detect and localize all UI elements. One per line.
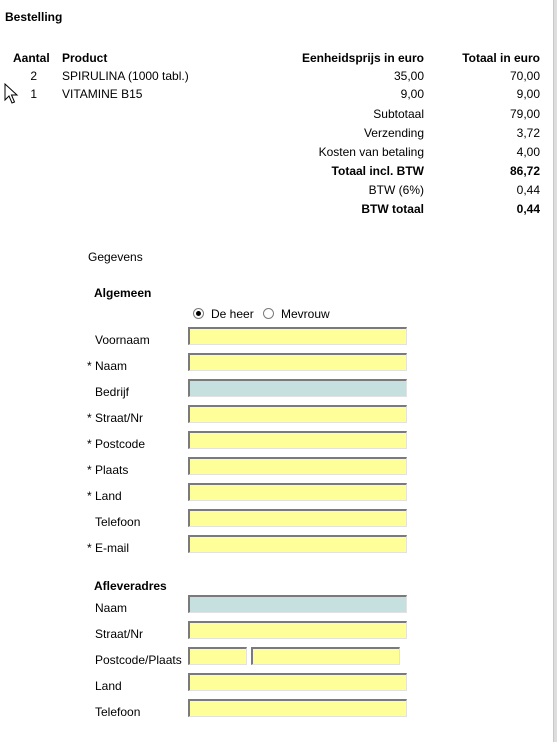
summary-label: Subtotaal (373, 107, 424, 121)
required-marker: * (87, 411, 92, 425)
field-label: Land (95, 489, 122, 503)
header-product: Product (62, 51, 108, 65)
delivery-telefoon-input[interactable] (188, 699, 407, 717)
frame-scrollbar-edge (553, 0, 557, 742)
field-label: Telefoon (95, 515, 141, 529)
form-title: Gegevens (88, 250, 143, 264)
delivery-field-label: Telefoon (95, 705, 141, 719)
required-marker: * (87, 463, 92, 477)
required-marker: * (87, 359, 92, 373)
delivery-postcode-input[interactable] (188, 647, 247, 665)
field-label: Postcode (95, 437, 146, 451)
summary-value: 79,00 (509, 107, 540, 121)
radio-de-heer-label: De heer (211, 307, 254, 321)
field-label: Bedrijf (95, 385, 130, 399)
required-marker: * (87, 541, 92, 555)
summary-value: 4,00 (516, 145, 540, 159)
delivery-field-label: Postcode/Plaats (95, 653, 182, 667)
row-qty: 2 (30, 69, 37, 83)
general-heading: Algemeen (94, 286, 152, 300)
row-qty: 1 (30, 87, 37, 101)
summary-value: 0,44 (516, 183, 540, 197)
row-product: SPIRULINA (1000 tabl.) (62, 69, 189, 83)
field-label: E-mail (95, 541, 130, 555)
header-unit-price: Eenheidsprijs in euro (301, 51, 424, 65)
field-e-mail-input[interactable] (188, 535, 407, 553)
field-label: Plaats (95, 463, 129, 477)
field-postcode-input[interactable] (188, 431, 407, 449)
summary-value: 3,72 (516, 126, 540, 140)
header-total: Totaal in euro (462, 51, 540, 65)
row-total: 9,00 (516, 87, 540, 101)
row-product: VITAMINE B15 (62, 87, 143, 101)
page-title: Bestelling (5, 10, 63, 24)
summary-value: 86,72 (509, 164, 540, 178)
summary-value: 0,44 (516, 202, 540, 216)
delivery-field-label: Land (95, 679, 122, 693)
required-marker: * (87, 437, 92, 451)
field-telefoon-input[interactable] (188, 509, 407, 527)
radio-de-heer[interactable] (193, 308, 204, 319)
field-plaats-input[interactable] (188, 457, 407, 475)
summary-label: Verzending (363, 126, 424, 140)
required-marker: * (87, 489, 92, 503)
header-qty: Aantal (13, 51, 50, 65)
radio-mevrouw-label: Mevrouw (281, 307, 330, 321)
field-bedrijf-input (188, 379, 407, 397)
field-voornaam-input[interactable] (188, 327, 407, 345)
field-land-input[interactable] (188, 483, 407, 501)
summary-label: Kosten van betaling (318, 145, 424, 159)
radio-mevrouw[interactable] (263, 308, 274, 319)
field-label: Naam (95, 359, 128, 373)
summary-label: BTW totaal (361, 202, 424, 216)
summary-label: BTW (6%) (368, 183, 424, 197)
field-naam-input[interactable] (188, 353, 407, 371)
summary-label: Totaal incl. BTW (331, 164, 424, 178)
field-straat-nr-input[interactable] (188, 405, 407, 423)
row-unit-price: 35,00 (393, 69, 424, 83)
mouse-pointer-icon (4, 83, 20, 105)
delivery-field-label: Naam (95, 601, 128, 615)
field-label: Voornaam (95, 333, 150, 347)
row-total: 70,00 (509, 69, 540, 83)
delivery-straat-nr-input[interactable] (188, 621, 407, 639)
field-label: Straat/Nr (95, 411, 144, 425)
delivery-heading: Afleveradres (94, 579, 167, 593)
delivery-field-label: Straat/Nr (95, 627, 144, 641)
delivery-plaats-input[interactable] (251, 647, 400, 665)
delivery-naam-input (188, 595, 407, 613)
delivery-land-input[interactable] (188, 673, 407, 691)
row-unit-price: 9,00 (400, 87, 424, 101)
